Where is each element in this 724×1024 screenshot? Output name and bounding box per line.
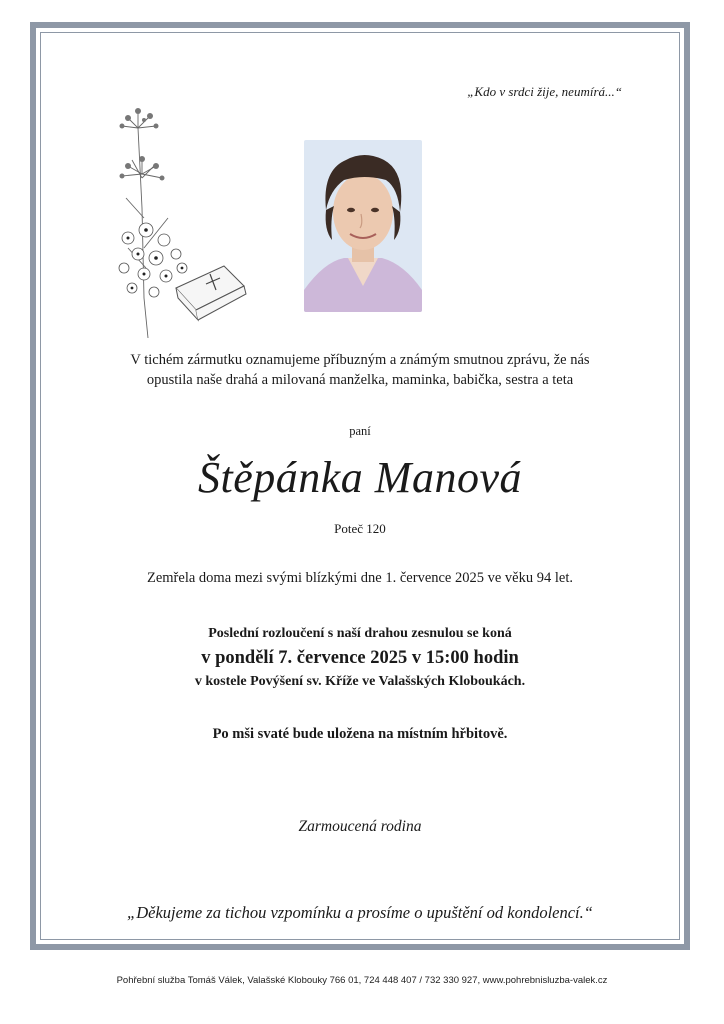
burial-note: Po mši svaté bude uložena na místním hřbitově. xyxy=(212,726,508,742)
intro-line-2: opustila naše drahá a milovaná manželka, maminka, babička, sestra a teta xyxy=(146,372,574,388)
deceased-name: Štěpánka Manová xyxy=(198,453,522,502)
thanks-quote: „Děkujeme za tichou vzpomínku a prosíme o upuštění od kondolencí.“ xyxy=(127,903,593,922)
funeral-location: v kostele Povýšení sv. Kříže ve Valašských Kloboukách. xyxy=(194,674,526,689)
funeral-datetime: v pondělí 7. července 2025 v 15:00 hodin xyxy=(201,648,519,668)
flowers-with-book-cross-icon xyxy=(98,98,248,346)
funeral-intro: Poslední rozloučení s naší drahou zesnulou se koná xyxy=(208,626,512,641)
funeral-service-footer: Pohřební služba Tomáš Válek, Valašské Klobouky 766 01, 724 448 407 / 732 330 927, www.pohrebnisluzba-valek.cz xyxy=(116,975,608,986)
intro-line-1: V tichém zármutku oznamujeme příbuzným a známým smutnou zprávu, že nás xyxy=(130,352,590,368)
announcement-intro xyxy=(40,350,680,390)
honorific: paní xyxy=(349,424,371,438)
family-signature: Zarmoucená rodina xyxy=(298,818,422,835)
motto-quote: „Kdo v srdci žije, neumírá...“ xyxy=(467,84,622,99)
death-statement: Zemřela doma mezi svými blízkými dne 1. července 2025 ve věku 94 let. xyxy=(146,570,573,586)
deceased-address: Poteč 120 xyxy=(334,521,386,536)
portrait-photo-icon xyxy=(304,140,422,312)
